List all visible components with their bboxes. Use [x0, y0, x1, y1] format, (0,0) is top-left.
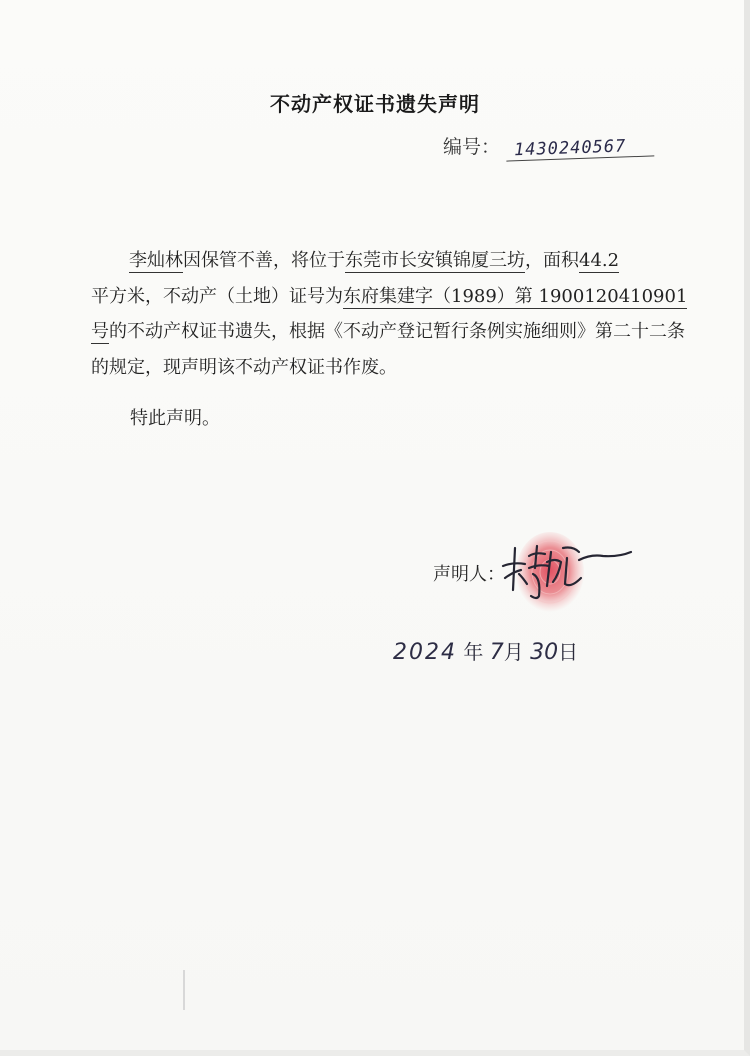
- property-area: 44.2: [579, 250, 620, 271]
- declaration-date: [393, 636, 578, 665]
- date-year: 2024: [393, 640, 457, 665]
- date-month: 7: [489, 640, 504, 665]
- statement-text-3: 平方米，不动产（土地）证号为: [91, 285, 343, 307]
- handwritten-signature: [495, 538, 635, 608]
- certificate-number-suffix: 号: [91, 321, 109, 342]
- declarant-label: 声明人：: [433, 564, 505, 585]
- serial-number-handwritten: 1430240567: [506, 135, 655, 161]
- date-year-unit: 年: [463, 640, 484, 664]
- statement-text-4: 的不动产权证书遗失，根据《不动产登记暂行条例实施细则》第二十二条的规定，现声明该不动产权证书作废。: [91, 321, 685, 378]
- owner-name: 李灿林: [129, 250, 183, 271]
- certificate-number: 东府集建字（1989）第 1900120410901: [343, 285, 688, 307]
- property-location: 东莞市长安镇锦厦三坊: [345, 250, 525, 271]
- scan-artifact-line: [183, 970, 185, 1010]
- document-title: 不动产权证书遗失声明: [270, 92, 480, 116]
- statement-body: [91, 243, 691, 385]
- serial-label: 编号：: [443, 136, 501, 158]
- closing-text: 特此声明。: [130, 408, 220, 429]
- statement-text-1: 因保管不善，将位于: [183, 250, 345, 271]
- date-day-unit: 日: [558, 640, 579, 664]
- serial-number-row: [443, 132, 654, 159]
- date-month-unit: 月: [503, 640, 524, 664]
- statement-text-2: ，面积: [525, 250, 579, 271]
- date-day: 30: [530, 640, 559, 665]
